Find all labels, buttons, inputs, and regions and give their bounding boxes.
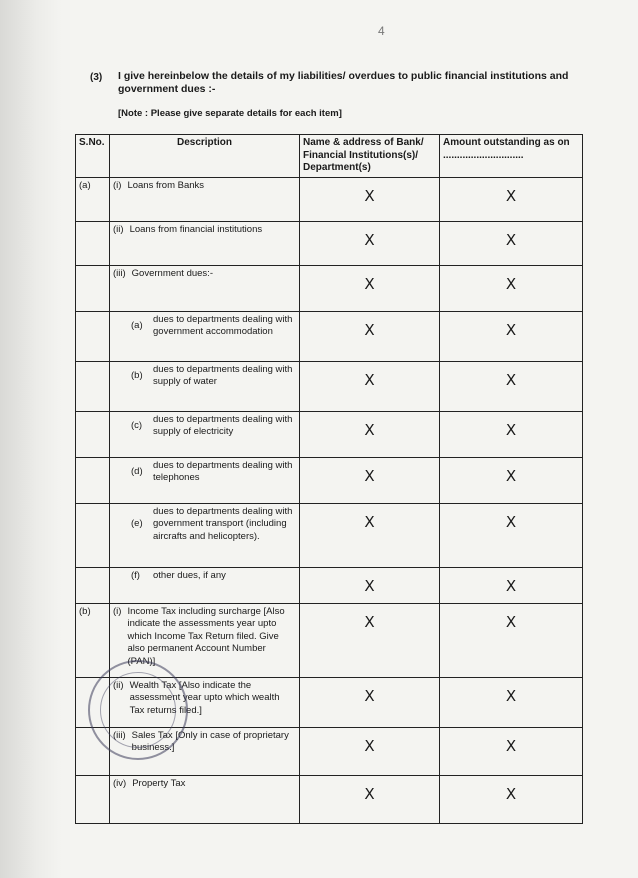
row-amount-cell <box>440 677 583 727</box>
table-row <box>76 603 583 677</box>
row-amount-cell <box>440 265 583 311</box>
row-name-address-cell <box>300 361 440 411</box>
row-letter: (a) <box>131 319 143 331</box>
row-name-address-cell <box>300 221 440 265</box>
cross-mark: X <box>505 612 517 631</box>
row-description: Loans from financial institutions <box>129 223 263 235</box>
row-name-address-cell <box>300 567 440 603</box>
row-sno <box>76 503 110 567</box>
cross-mark: X <box>505 512 517 531</box>
row-amount-cell <box>440 311 583 361</box>
row-description: Income Tax including surcharge [Also indicate the assessments year upto which Income Tax Return filed. Give also permanent Account Number (PAN)] <box>127 605 285 667</box>
table-row <box>76 311 583 361</box>
cross-mark: X <box>505 736 517 755</box>
row-amount-cell <box>440 411 583 457</box>
row-sno <box>76 411 110 457</box>
row-sno <box>76 567 110 603</box>
row-amount-cell <box>440 503 583 567</box>
row-letter: (c) <box>131 419 143 431</box>
cross-mark: X <box>505 370 517 389</box>
table-row <box>76 677 583 727</box>
row-amount-cell <box>440 457 583 503</box>
row-description-cell <box>110 503 300 567</box>
cross-mark: X <box>505 784 517 803</box>
row-name-address-cell <box>300 503 440 567</box>
cross-mark: X <box>505 466 517 485</box>
row-description-cell <box>110 265 300 311</box>
row-sno <box>76 221 110 265</box>
row-description: Property Tax <box>132 777 186 789</box>
cross-mark: X <box>364 420 375 439</box>
table-row <box>76 265 583 311</box>
row-sno: (a) <box>76 177 110 221</box>
row-name-address-cell <box>300 727 440 775</box>
row-description: Government dues:- <box>131 267 213 279</box>
cross-mark: X <box>364 186 375 205</box>
table-row <box>76 457 583 503</box>
row-numeral: (i) <box>113 179 122 191</box>
cross-mark: X <box>364 466 375 485</box>
row-description-cell <box>110 567 300 603</box>
row-sno <box>76 775 110 823</box>
intro-text: I give hereinbelow the details of my liabilities/ overdues to public financial institutions and government dues :- <box>118 70 569 95</box>
row-letter: (e) <box>131 518 143 529</box>
cross-mark: X <box>505 320 517 339</box>
row-description: dues to departments dealing with telephones <box>153 459 293 483</box>
table-row <box>76 727 583 775</box>
row-amount-cell <box>440 727 583 775</box>
row-description: dues to departments dealing with supply of electricity <box>153 413 293 437</box>
row-numeral: (ii) <box>113 679 124 691</box>
page-number: 4 <box>378 24 385 38</box>
row-numeral: (ii) <box>113 223 124 235</box>
row-amount-cell <box>440 361 583 411</box>
cross-mark: X <box>505 686 517 705</box>
cross-mark: X <box>505 576 517 595</box>
row-description-cell <box>110 677 300 727</box>
row-description-cell <box>110 603 300 677</box>
header-sno: S.No. <box>76 135 110 178</box>
row-sno <box>76 311 110 361</box>
row-numeral: (iii) <box>113 729 126 741</box>
row-name-address-cell <box>300 677 440 727</box>
header-name-address: Name & address of Bank/ Financial Institutions(s)/ Department(s) <box>300 135 440 178</box>
row-description-cell <box>110 177 300 221</box>
row-description: Sales Tax [Only in case of proprietary business.] <box>131 729 289 753</box>
row-numeral: (iv) <box>113 777 127 789</box>
row-name-address-cell <box>300 311 440 361</box>
cross-mark: X <box>364 686 375 705</box>
table-row <box>76 567 583 603</box>
row-name-address-cell <box>300 265 440 311</box>
header-description: Description <box>110 135 300 178</box>
row-amount-cell <box>440 775 583 823</box>
row-description-cell <box>110 775 300 823</box>
cross-mark: X <box>364 576 375 595</box>
cross-mark: X <box>364 274 375 293</box>
header-amount: Amount outstanding as on ............................. <box>440 135 583 178</box>
row-amount-cell <box>440 177 583 221</box>
row-description-cell <box>110 727 300 775</box>
row-description: Wealth Tax [Also indicate the assessment year upto which wealth Tax returns filed.] <box>129 679 280 716</box>
table-row <box>76 361 583 411</box>
row-description-cell <box>110 311 300 361</box>
row-sno <box>76 361 110 411</box>
table-row <box>76 177 583 221</box>
row-name-address-cell <box>300 177 440 221</box>
cross-mark: X <box>364 230 375 249</box>
table-row <box>76 775 583 823</box>
row-name-address-cell <box>300 457 440 503</box>
row-sno <box>76 457 110 503</box>
row-numeral: (iii) <box>113 267 126 279</box>
cross-mark: X <box>364 784 375 803</box>
row-description: other dues, if any <box>153 569 226 581</box>
row-letter: (f) <box>131 569 140 581</box>
row-sno: (b) <box>76 603 110 677</box>
page-binding-shadow <box>0 0 62 878</box>
cross-mark: X <box>364 512 375 531</box>
row-name-address-cell <box>300 411 440 457</box>
cross-mark: X <box>505 186 517 205</box>
row-name-address-cell <box>300 603 440 677</box>
table-row <box>76 411 583 457</box>
table-row <box>76 503 583 567</box>
item-number: (3) <box>90 72 103 83</box>
row-amount-cell <box>440 603 583 677</box>
row-sno <box>76 677 110 727</box>
row-letter: (b) <box>131 369 143 381</box>
cross-mark: X <box>505 420 517 439</box>
cross-mark: X <box>364 320 375 339</box>
row-name-address-cell <box>300 775 440 823</box>
row-description: Loans from Banks <box>127 179 205 191</box>
header-row <box>76 135 583 178</box>
row-description-cell <box>110 361 300 411</box>
row-description-cell <box>110 411 300 457</box>
cross-mark: X <box>505 274 517 293</box>
cross-mark: X <box>364 612 375 631</box>
row-description: dues to departments dealing with government accommodation <box>153 313 293 337</box>
row-letter: (d) <box>131 465 143 477</box>
note-text: [Note : Please give separate details for each item] <box>118 108 342 119</box>
cross-mark: X <box>505 230 517 249</box>
row-sno <box>76 727 110 775</box>
row-numeral: (i) <box>113 605 122 617</box>
row-amount-cell <box>440 221 583 265</box>
row-sno <box>76 265 110 311</box>
liabilities-table <box>75 134 583 824</box>
row-description-cell <box>110 457 300 503</box>
cross-mark: X <box>364 370 375 389</box>
cross-mark: X <box>364 736 375 755</box>
row-description: dues to departments dealing with supply of water <box>153 363 293 387</box>
row-description: dues to departments dealing with government transport (including aircrafts and helicopters). <box>153 505 293 542</box>
row-amount-cell <box>440 567 583 603</box>
row-description-cell <box>110 221 300 265</box>
table-row <box>76 221 583 265</box>
